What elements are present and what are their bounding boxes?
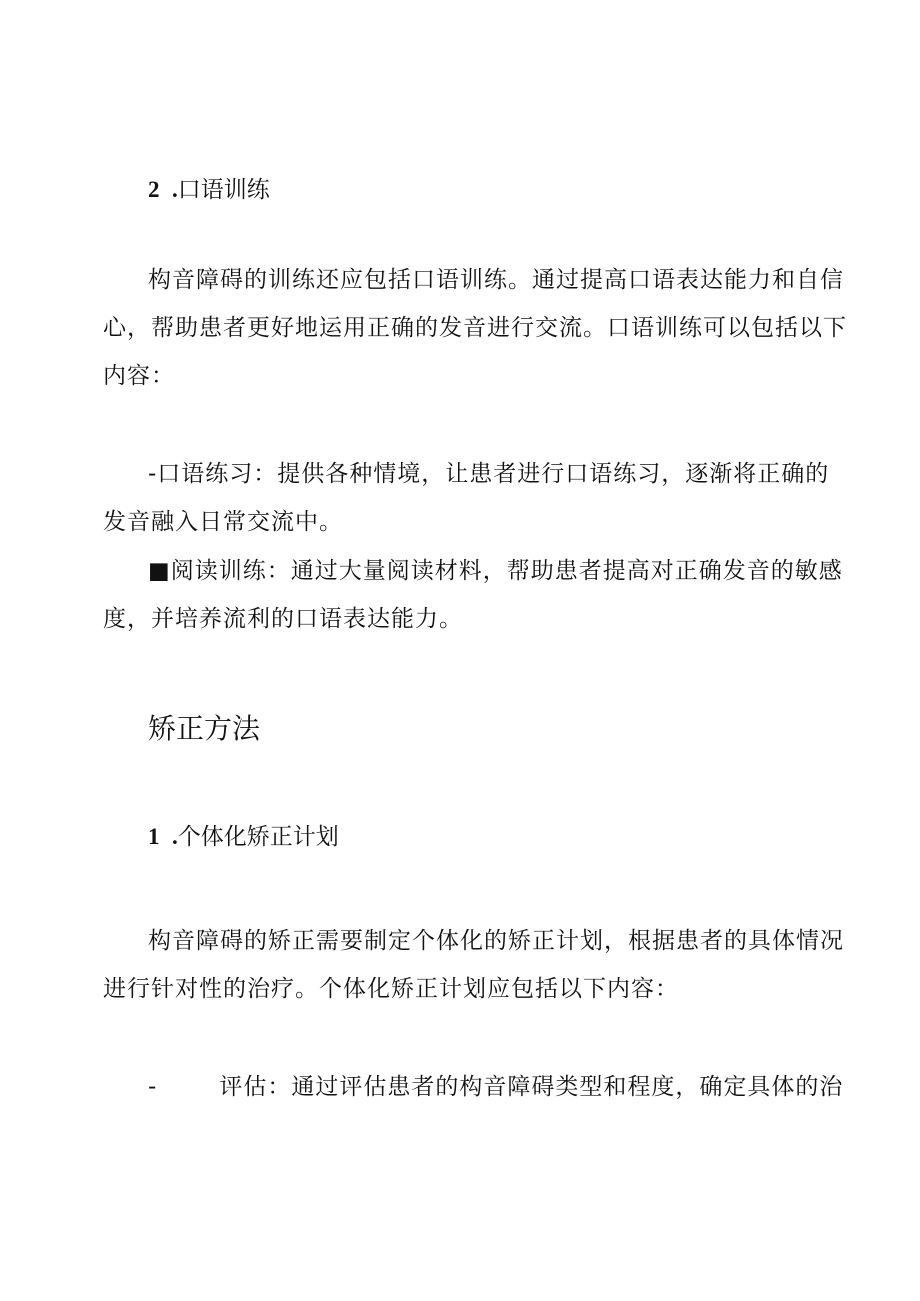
list-dash: -: [148, 1074, 158, 1100]
paragraph-line: 进行针对性的治疗。个体化矫正计划应包括以下内容：: [103, 976, 679, 1002]
subheading-title: 个体化矫正计划: [177, 824, 339, 850]
paragraph-line: 构音障碍的训练还应包括口语训练。通过提高口语表达能力和自信: [148, 267, 844, 293]
list-item-assessment: [148, 1072, 843, 1102]
subheading-title: 口语训练: [177, 177, 270, 203]
subheading-number: 2: [148, 177, 160, 202]
section-title-correction-methods: 矫正方法: [148, 712, 261, 745]
subheading-oral-training: [148, 175, 270, 205]
paragraph-line: 构音障碍的矫正需要制定个体化的矫正计划，根据患者的具体情况: [148, 928, 844, 954]
list-item-oral-practice: -口语练习：提供各种情境，让患者进行口语练习，逐渐将正确的: [148, 461, 830, 487]
list-item-text: 评估：通过评估患者的构音障碍类型和程度，确定具体的治: [219, 1074, 844, 1100]
subheading-individual-plan: [148, 822, 339, 852]
paragraph-line: 内容：: [103, 363, 175, 389]
list-item-reading-training: ■阅读训练：通过大量阅读材料，帮助患者提高对正确发音的敏感: [148, 558, 843, 584]
subheading-dot: .: [172, 177, 178, 202]
paragraph-line: 心，帮助患者更好地运用正确的发音进行交流。口语训练可以包括以下: [103, 315, 847, 341]
list-item-continuation: 度，并培养流利的口语表达能力。: [103, 606, 463, 632]
subheading-number: 1: [148, 824, 160, 849]
list-item-continuation: 发音融入日常交流中。: [103, 509, 343, 535]
subheading-dot: .: [172, 824, 178, 849]
